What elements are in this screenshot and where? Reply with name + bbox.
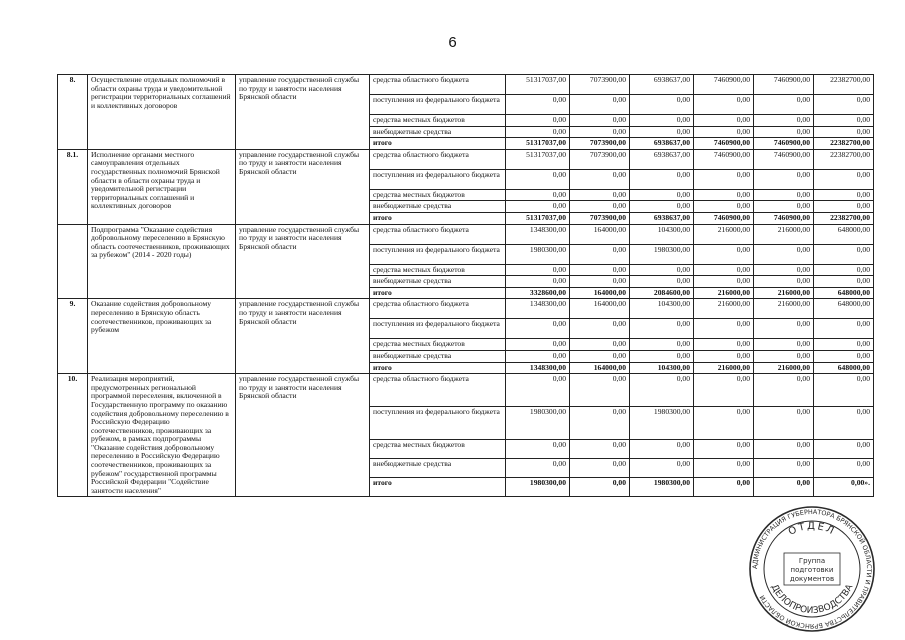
amount-cell: 0,00 bbox=[506, 169, 570, 189]
amount-cell: 7460900,00 bbox=[694, 138, 754, 150]
funding-source: средства областного бюджета bbox=[370, 374, 506, 407]
executor: управление государственной службы по труду и занятости населения Брянской области bbox=[236, 299, 370, 374]
amount-cell: 1980300,00 bbox=[506, 407, 570, 440]
executor: управление государственной службы по труду и занятости населения Брянской области bbox=[236, 374, 370, 497]
funding-source: итого bbox=[370, 212, 506, 224]
amount-cell: 0,00 bbox=[814, 319, 874, 339]
amount-cell: 0,00 bbox=[754, 169, 814, 189]
amount-cell: 0,00 bbox=[814, 126, 874, 138]
activity-name: Подпрограмма "Оказание содействия добровольному переселению в Брянскую область соотечественников, проживающих за рубежом" (2014 - 2020 годы) bbox=[88, 224, 236, 299]
amount-cell: 7460900,00 bbox=[754, 138, 814, 150]
amount-cell: 0,00 bbox=[694, 374, 754, 407]
funding-source: средства местных бюджетов bbox=[370, 189, 506, 201]
executor: управление государственной службы по труду и занятости населения Брянской области bbox=[236, 149, 370, 224]
amount-cell: 0,00 bbox=[506, 189, 570, 201]
amount-cell: 0,00 bbox=[630, 350, 694, 362]
amount-cell: 0,00 bbox=[570, 350, 630, 362]
amount-cell: 0,00 bbox=[570, 440, 630, 459]
amount-cell: 0,00 bbox=[506, 440, 570, 459]
amount-cell: 0,00 bbox=[506, 201, 570, 213]
funding-source: поступления из федерального бюджета bbox=[370, 169, 506, 189]
amount-cell: 0,00 bbox=[570, 189, 630, 201]
amount-cell: 0,00 bbox=[506, 350, 570, 362]
funding-source: средства местных бюджетов bbox=[370, 440, 506, 459]
amount-cell: 0,00 bbox=[694, 478, 754, 497]
amount-cell: 1980300,00 bbox=[506, 244, 570, 264]
amount-cell: 0,00 bbox=[630, 264, 694, 276]
amount-cell: 6938637,00 bbox=[630, 75, 694, 95]
funding-source: средства областного бюджета bbox=[370, 299, 506, 319]
amount-cell: 0,00 bbox=[630, 95, 694, 115]
amount-cell: 0,00 bbox=[754, 201, 814, 213]
activity-name: Реализация мероприятий, предусмотренных региональной программой переселения, включенной в Государственную программу по оказанию содействия добровольному переселению в Российскую Федерацию соотечественников, проживающих за рубежом, в рамках подпрограммы "Оказание содействия добровольному переселению в Российскую Федерацию соотечественников, проживающих за рубежом" государственной программы Российской Федерации "Содействие занятости населения" bbox=[88, 374, 236, 497]
budget-table bbox=[57, 74, 874, 497]
amount-cell: 164000,00 bbox=[570, 299, 630, 319]
amount-cell: 0,00 bbox=[630, 459, 694, 478]
amount-cell: 648000,00 bbox=[814, 362, 874, 374]
amount-cell: 0,00 bbox=[694, 407, 754, 440]
stamp-center-line-3: документов bbox=[789, 575, 835, 583]
amount-cell: 0,00 bbox=[694, 276, 754, 288]
amount-cell: 7460900,00 bbox=[754, 75, 814, 95]
amount-cell: 0,00 bbox=[694, 339, 754, 351]
table-row bbox=[58, 75, 874, 95]
amount-cell: 0,00 bbox=[754, 319, 814, 339]
amount-cell: 0,00 bbox=[694, 244, 754, 264]
funding-source: внебюджетные средства bbox=[370, 350, 506, 362]
row-index: 9. bbox=[58, 299, 88, 374]
amount-cell: 0,00 bbox=[814, 374, 874, 407]
amount-cell: 0,00 bbox=[570, 339, 630, 351]
amount-cell: 0,00 bbox=[630, 201, 694, 213]
amount-cell: 0,00 bbox=[814, 264, 874, 276]
amount-cell: 0,00 bbox=[814, 407, 874, 440]
amount-cell: 648000,00 bbox=[814, 287, 874, 299]
amount-cell: 0,00». bbox=[814, 478, 874, 497]
amount-cell: 0,00 bbox=[506, 276, 570, 288]
amount-cell: 22382700,00 bbox=[814, 149, 874, 169]
amount-cell: 7073900,00 bbox=[570, 138, 630, 150]
amount-cell: 104300,00 bbox=[630, 299, 694, 319]
amount-cell: 6938637,00 bbox=[630, 212, 694, 224]
amount-cell: 1348300,00 bbox=[506, 299, 570, 319]
amount-cell: 164000,00 bbox=[570, 362, 630, 374]
amount-cell: 0,00 bbox=[814, 244, 874, 264]
funding-source: внебюджетные средства bbox=[370, 126, 506, 138]
amount-cell: 0,00 bbox=[754, 407, 814, 440]
amount-cell: 0,00 bbox=[754, 264, 814, 276]
amount-cell: 1980300,00 bbox=[506, 478, 570, 497]
table-row bbox=[58, 149, 874, 169]
amount-cell: 648000,00 bbox=[814, 299, 874, 319]
page-number: 6 bbox=[448, 34, 457, 51]
amount-cell: 7460900,00 bbox=[694, 212, 754, 224]
amount-cell: 648000,00 bbox=[814, 224, 874, 244]
funding-source: поступления из федерального бюджета bbox=[370, 407, 506, 440]
funding-source: внебюджетные средства bbox=[370, 201, 506, 213]
amount-cell: 1348300,00 bbox=[506, 362, 570, 374]
amount-cell: 0,00 bbox=[814, 95, 874, 115]
amount-cell: 7073900,00 bbox=[570, 149, 630, 169]
amount-cell: 0,00 bbox=[630, 276, 694, 288]
amount-cell: 216000,00 bbox=[754, 224, 814, 244]
amount-cell: 7073900,00 bbox=[570, 212, 630, 224]
executor: управление государственной службы по труду и занятости населения Брянской области bbox=[236, 224, 370, 299]
row-index bbox=[58, 224, 88, 299]
office-stamp bbox=[748, 505, 876, 633]
table-row bbox=[58, 224, 874, 244]
amount-cell: 0,00 bbox=[754, 440, 814, 459]
amount-cell: 6938637,00 bbox=[630, 138, 694, 150]
funding-source: средства областного бюджета bbox=[370, 149, 506, 169]
funding-source: поступления из федерального бюджета bbox=[370, 319, 506, 339]
amount-cell: 22382700,00 bbox=[814, 75, 874, 95]
funding-source: средства местных бюджетов bbox=[370, 115, 506, 127]
amount-cell: 104300,00 bbox=[630, 224, 694, 244]
amount-cell: 0,00 bbox=[754, 339, 814, 351]
amount-cell: 0,00 bbox=[694, 189, 754, 201]
amount-cell: 0,00 bbox=[694, 319, 754, 339]
amount-cell: 0,00 bbox=[814, 459, 874, 478]
amount-cell: 1980300,00 bbox=[630, 244, 694, 264]
amount-cell: 216000,00 bbox=[694, 224, 754, 244]
funding-source: средства областного бюджета bbox=[370, 224, 506, 244]
amount-cell: 0,00 bbox=[754, 459, 814, 478]
amount-cell: 7073900,00 bbox=[570, 75, 630, 95]
funding-source: средства областного бюджета bbox=[370, 75, 506, 95]
amount-cell: 216000,00 bbox=[694, 299, 754, 319]
amount-cell: 0,00 bbox=[754, 189, 814, 201]
amount-cell: 0,00 bbox=[814, 115, 874, 127]
amount-cell: 0,00 bbox=[814, 276, 874, 288]
amount-cell: 0,00 bbox=[570, 244, 630, 264]
amount-cell: 216000,00 bbox=[694, 362, 754, 374]
amount-cell: 0,00 bbox=[694, 440, 754, 459]
amount-cell: 0,00 bbox=[694, 350, 754, 362]
funding-source: внебюджетные средства bbox=[370, 276, 506, 288]
amount-cell: 0,00 bbox=[694, 95, 754, 115]
amount-cell: 0,00 bbox=[630, 126, 694, 138]
amount-cell: 7460900,00 bbox=[694, 149, 754, 169]
amount-cell: 0,00 bbox=[630, 339, 694, 351]
amount-cell: 0,00 bbox=[694, 201, 754, 213]
amount-cell: 0,00 bbox=[570, 169, 630, 189]
amount-cell: 0,00 bbox=[570, 374, 630, 407]
amount-cell: 51317037,00 bbox=[506, 138, 570, 150]
table-row bbox=[58, 374, 874, 407]
activity-name: Осуществление отдельных полномочий в области охраны труда и уведомительной регистрации территориальных соглашений и коллективных договоров bbox=[88, 75, 236, 150]
funding-source: внебюджетные средства bbox=[370, 459, 506, 478]
amount-cell: 0,00 bbox=[570, 115, 630, 127]
amount-cell: 0,00 bbox=[506, 459, 570, 478]
stamp-top-text: ОТДЕЛ bbox=[786, 520, 838, 538]
amount-cell: 0,00 bbox=[570, 478, 630, 497]
amount-cell: 0,00 bbox=[630, 189, 694, 201]
funding-source: средства местных бюджетов bbox=[370, 339, 506, 351]
amount-cell: 0,00 bbox=[754, 478, 814, 497]
row-index: 10. bbox=[58, 374, 88, 497]
amount-cell: 0,00 bbox=[694, 126, 754, 138]
amount-cell: 0,00 bbox=[814, 201, 874, 213]
amount-cell: 0,00 bbox=[630, 319, 694, 339]
amount-cell: 216000,00 bbox=[754, 299, 814, 319]
amount-cell: 1348300,00 bbox=[506, 224, 570, 244]
amount-cell: 0,00 bbox=[814, 339, 874, 351]
amount-cell: 0,00 bbox=[506, 319, 570, 339]
amount-cell: 0,00 bbox=[570, 407, 630, 440]
amount-cell: 216000,00 bbox=[754, 287, 814, 299]
amount-cell: 0,00 bbox=[570, 319, 630, 339]
funding-source: поступления из федерального бюджета bbox=[370, 244, 506, 264]
amount-cell: 3328600,00 bbox=[506, 287, 570, 299]
amount-cell: 0,00 bbox=[754, 126, 814, 138]
amount-cell: 0,00 bbox=[506, 264, 570, 276]
funding-source: средства местных бюджетов bbox=[370, 264, 506, 276]
amount-cell: 51317037,00 bbox=[506, 149, 570, 169]
amount-cell: 6938637,00 bbox=[630, 149, 694, 169]
amount-cell: 0,00 bbox=[570, 126, 630, 138]
amount-cell: 1980300,00 bbox=[630, 478, 694, 497]
amount-cell: 0,00 bbox=[754, 244, 814, 264]
amount-cell: 51317037,00 bbox=[506, 75, 570, 95]
amount-cell: 51317037,00 bbox=[506, 212, 570, 224]
stamp-center-line-2: подготовки bbox=[790, 566, 834, 574]
amount-cell: 0,00 bbox=[630, 169, 694, 189]
amount-cell: 0,00 bbox=[630, 115, 694, 127]
amount-cell: 0,00 bbox=[754, 115, 814, 127]
amount-cell: 0,00 bbox=[506, 339, 570, 351]
funding-source: итого bbox=[370, 287, 506, 299]
amount-cell: 0,00 bbox=[754, 374, 814, 407]
funding-source: итого bbox=[370, 478, 506, 497]
amount-cell: 0,00 bbox=[570, 95, 630, 115]
amount-cell: 0,00 bbox=[694, 459, 754, 478]
amount-cell: 1980300,00 bbox=[630, 407, 694, 440]
amount-cell: 216000,00 bbox=[694, 287, 754, 299]
amount-cell: 2084600,00 bbox=[630, 287, 694, 299]
amount-cell: 0,00 bbox=[754, 350, 814, 362]
amount-cell: 0,00 bbox=[814, 440, 874, 459]
amount-cell: 0,00 bbox=[754, 95, 814, 115]
amount-cell: 0,00 bbox=[570, 201, 630, 213]
amount-cell: 164000,00 bbox=[570, 287, 630, 299]
amount-cell: 0,00 bbox=[630, 374, 694, 407]
amount-cell: 0,00 bbox=[630, 440, 694, 459]
amount-cell: 0,00 bbox=[694, 169, 754, 189]
amount-cell: 7460900,00 bbox=[754, 149, 814, 169]
amount-cell: 0,00 bbox=[506, 126, 570, 138]
activity-name: Исполнение органами местного самоуправления отдельных государственных полномочий Брянской области в области охраны труда и уведомительной регистрации территориальных соглашений и коллективных договоров bbox=[88, 149, 236, 224]
amount-cell: 216000,00 bbox=[754, 362, 814, 374]
amount-cell: 0,00 bbox=[814, 350, 874, 362]
stamp-center-line-1: Группа bbox=[798, 557, 826, 565]
amount-cell: 0,00 bbox=[506, 115, 570, 127]
funding-source: поступления из федерального бюджета bbox=[370, 95, 506, 115]
amount-cell: 22382700,00 bbox=[814, 212, 874, 224]
amount-cell: 0,00 bbox=[506, 95, 570, 115]
stamp-ring-text: АДМИНИСТРАЦИЯ ГУБЕРНАТОРА БРЯНСКОЙ ОБЛАСТИ И ПРАВИТЕЛЬСТВА БРЯНСКОЙ ОБЛАСТИ bbox=[750, 507, 874, 631]
amount-cell: 104300,00 bbox=[630, 362, 694, 374]
row-index: 8. bbox=[58, 75, 88, 150]
amount-cell: 0,00 bbox=[814, 189, 874, 201]
executor: управление государственной службы по труду и занятости населения Брянской области bbox=[236, 75, 370, 150]
amount-cell: 0,00 bbox=[754, 276, 814, 288]
amount-cell: 0,00 bbox=[814, 169, 874, 189]
amount-cell: 0,00 bbox=[570, 276, 630, 288]
amount-cell: 0,00 bbox=[694, 264, 754, 276]
stamp-bottom-text: ДЕЛОПРОИЗВОДСТВА bbox=[768, 582, 856, 617]
amount-cell: 0,00 bbox=[694, 115, 754, 127]
activity-name: Оказание содействия добровольному переселению в Брянскую область соотечественников, проживающих за рубежом bbox=[88, 299, 236, 374]
amount-cell: 22382700,00 bbox=[814, 138, 874, 150]
funding-source: итого bbox=[370, 138, 506, 150]
funding-source: итого bbox=[370, 362, 506, 374]
amount-cell: 164000,00 bbox=[570, 224, 630, 244]
amount-cell: 0,00 bbox=[570, 264, 630, 276]
amount-cell: 7460900,00 bbox=[694, 75, 754, 95]
row-index: 8.1. bbox=[58, 149, 88, 224]
amount-cell: 0,00 bbox=[506, 374, 570, 407]
amount-cell: 7460900,00 bbox=[754, 212, 814, 224]
table-row bbox=[58, 299, 874, 319]
amount-cell: 0,00 bbox=[570, 459, 630, 478]
